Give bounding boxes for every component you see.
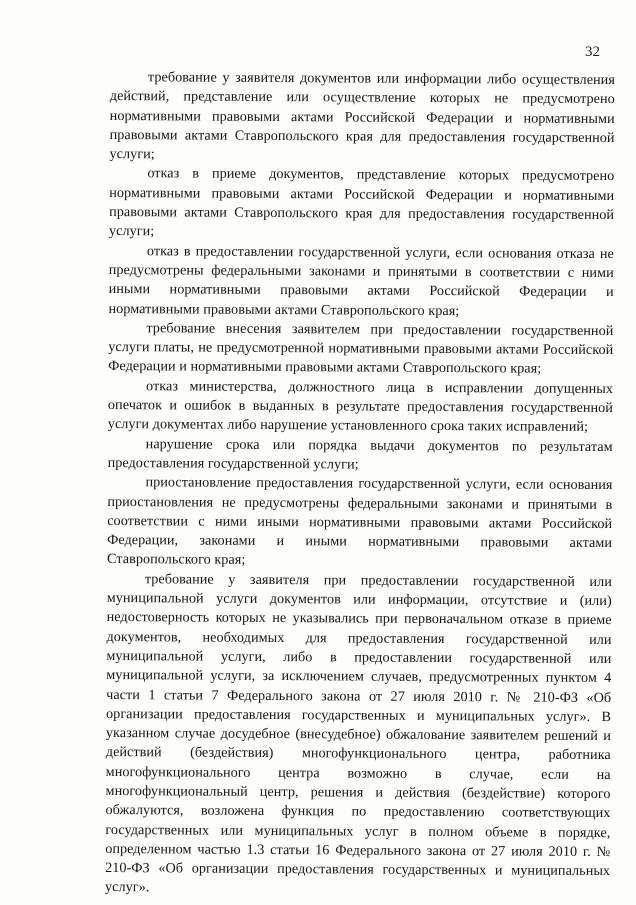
- paragraph-6: нарушение срока или порядка выдачи документов по результатам предоставления государственной услуги;: [107, 435, 613, 473]
- paragraph-1: требование у заявителя документов или информации либо осуществления действий, представление или осуществление которых не предусмотрено нормативными правовыми актами Российской Федерации и нормативными правовыми актами Ставропольского края для предоставления государственной услуги;: [109, 69, 615, 163]
- paragraph-3: отказ в предоставлении государственной услуги, если основания отказа не предусмотрены федеральными законами и принятыми в соответствии с ними иными нормативными правовыми актами Российской Федерации и нормативными правовыми актами Ставропольского края;: [108, 242, 614, 319]
- paragraph-7: приостановление предоставления государственной услуги, если основания приостановления не предусмотрены федеральными законами и принятыми в соответствии с ними иными нормативными правовыми актами Российской Федерации, законами и иными нормативными правовыми актами Ставропольского края;: [106, 474, 613, 569]
- paragraph-4: требование внесения заявителем при предоставлении государственной услуги платы, не предусмотренной нормативными правовыми актами Российской Федерации и нормативными правовыми актами Ставропольского края;: [108, 320, 614, 378]
- paragraph-5: отказ министерства, должностного лица в исправлении допущенных опечаток и ошибок в выданных в результате предоставления государственной услуги документах либо нарушение установленного срока таких исправлений;: [107, 377, 614, 436]
- paragraph-2: отказ в приеме документов, представление которых предусмотрено нормативными правовыми актами Российской Федерации и нормативными правовыми актами Ставропольского края для предоставления государственной услуги;: [108, 165, 615, 240]
- paragraph-8: требование у заявителя при предоставлении государственной или муниципальной услуги документов или информации, отсутствие и (или) недостоверность которых не указывались при первоначальном отказе в приеме документов, необходимых для предоставления государственной или муниципальной услуги, либо в предоставлении государственной или муниципальной услуги, за исключением случаев, предусмотренных пунктом 4 части 1 статьи 7 Федерального закона от 27 июля 2010 г. № 210-ФЗ «Об организации предоставления государственных и муниципальных услуг». В указанном случае досудебное (внесудебное) обжалование заявителем решений и действий (бездействия) многофункционального центра, работника многофункционального центра возможно в случае, если на многофункциональный центр, решения и действия (бездействие) которого обжалуются, возложена функция по предоставлению соответствующих государственных или муниципальных услуг в полном объеме в порядке, определенном частью 1.3 статьи 16 Федерального закона от 27 июля 2010 г. № 210-ФЗ «Об организации предоставления государственных и муниципальных услуг».: [104, 570, 612, 896]
- body-text: [105, 68, 615, 901]
- page-number: 32: [585, 44, 600, 60]
